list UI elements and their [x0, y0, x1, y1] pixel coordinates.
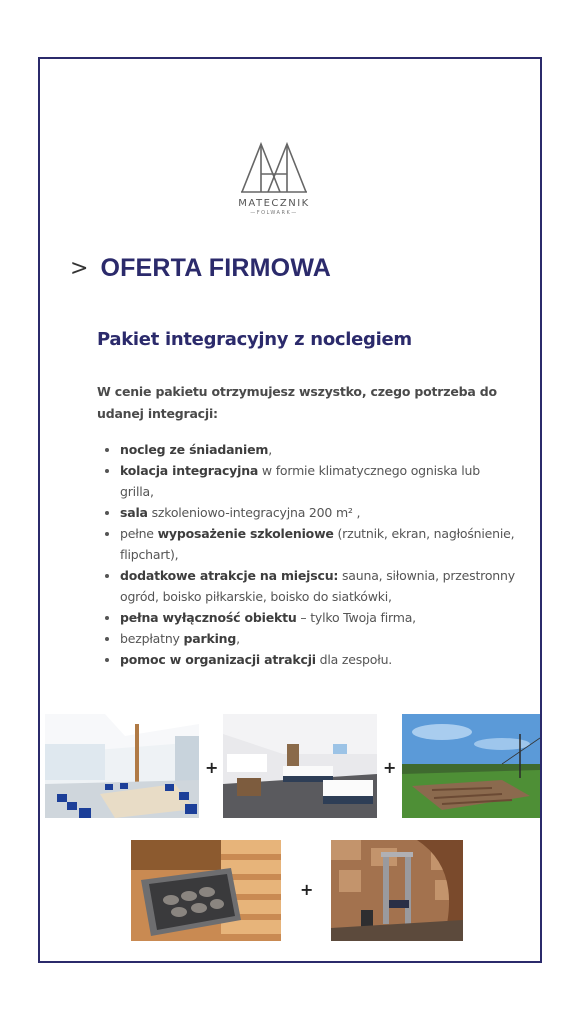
garden-photo — [402, 714, 540, 818]
list-item: • nocleg ze śniadaniem, — [120, 439, 517, 460]
logo-subtitle: —FOLWARK— — [250, 210, 298, 216]
logo-wordmark: MATECZNIK — [238, 198, 310, 209]
sauna-photo — [131, 840, 281, 941]
bedroom-photo — [223, 714, 377, 818]
chevron-right-icon: > — [70, 255, 89, 281]
list-item: • dodatkowe atrakcje na miejscu: sauna, siłownia, przestronny ogród, boisko piłkarskie, boisko do siatkówki, — [120, 565, 517, 607]
section-heading — [70, 254, 331, 283]
list-item: • kolacja integracyjna w formie klimatycznego ogniska lub grilla, — [120, 460, 517, 502]
list-item: • bezpłatny parking, — [120, 628, 517, 649]
conference-room-photo — [45, 714, 199, 818]
list-item: • sala szkoleniowo-integracyjna 200 m² , — [120, 502, 517, 523]
list-item: • pełna wyłączność obiektu – tylko Twoja firma, — [120, 607, 517, 628]
package-title: Pakiet integracyjny z noclegiem — [97, 329, 412, 350]
list-item: • pełne wyposażenie szkoleniowe (rzutnik, ekran, nagłośnienie, flipchart), — [120, 523, 517, 565]
page-title: OFERTA FIRMOWA — [100, 254, 331, 282]
feature-list — [97, 439, 517, 670]
package-intro: W cenie pakietu otrzymujesz wszystko, czego potrzeba do udanej integracji: — [97, 384, 497, 421]
gym-photo — [331, 840, 463, 941]
plus-icon: + — [383, 758, 397, 777]
mountain-logo-icon — [239, 140, 309, 196]
plus-icon: + — [205, 758, 219, 777]
plus-icon: + — [300, 880, 314, 899]
list-item: • pomoc w organizacji atrakcji dla zespołu. — [120, 649, 517, 670]
brand-logo — [236, 140, 312, 230]
